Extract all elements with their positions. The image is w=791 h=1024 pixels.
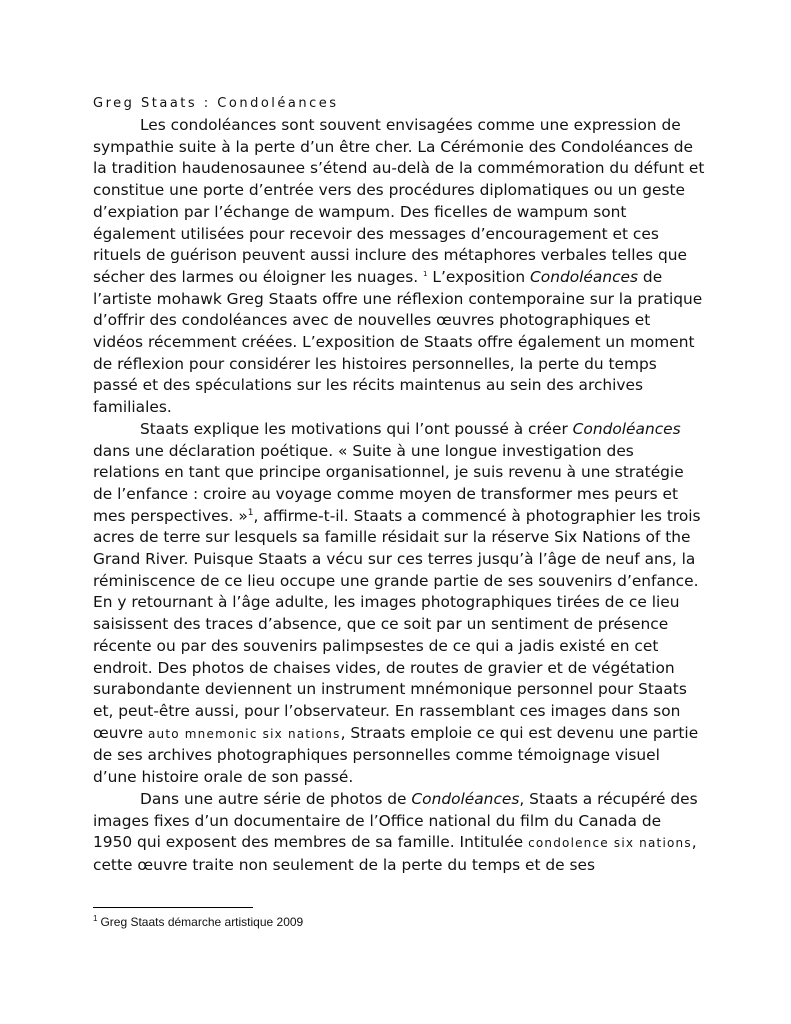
p1-text-b: L’exposition bbox=[427, 267, 531, 286]
p3-text-b: , Staats a récupéré des images fixes d’un documentaire de l’Office national du film du Canada de 1950 qui exposent des membres de sa famille. Intitulée bbox=[93, 789, 698, 852]
p2-text-d: , Straats emploie ce qui est devenu une partie de ses archives photographiques personnelles comme témoignage visuel d’une histoire orale de son passé. bbox=[93, 723, 699, 787]
document-title: Greg Staats : Condoléances bbox=[93, 96, 339, 111]
work-title: auto mnemonic six nations bbox=[147, 726, 341, 741]
body-text bbox=[93, 115, 705, 877]
exhibition-title: Condoléances bbox=[530, 267, 639, 286]
footnote bbox=[93, 914, 303, 929]
exhibition-title: Condoléances bbox=[411, 789, 520, 808]
paragraph-3 bbox=[93, 789, 705, 877]
paragraph-1 bbox=[93, 115, 705, 419]
p2-text-a: Staats explique les motivations qui l’ont poussé à créer bbox=[140, 419, 573, 438]
p1-text-c: de l’artiste mohawk Greg Staats offre une réflexion contemporaine sur la pratique d’offrir des condoléances avec de nouvelles œuvres photographiques et vidéos récemment créées. L’exposition de Staats offre également un moment de réflexion pour considérer les histoires personnelles, la perte du temps passé et des spéculations sur les récits maintenus au sein des archives familiales. bbox=[93, 267, 703, 417]
p1-text-a: Les condoléances sont souvent envisagées comme une expression de sympathie suite à la perte d’un être cher. La Cérémonie des Condoléances de la tradition haudenosaunee s’étend au-delà de la commémoration du défunt et constitue une porte d’entrée vers des procédures diplomatiques ou un geste d’expiation par l’échange de wampum. Des ficelles de wampum sont également utilisées pour recevoir des messages d’encouragement et ces rituels de guérison peuvent aussi inclure des métaphores verbales telles que sécher des larmes ou éloigner les nuages. bbox=[93, 116, 705, 286]
p3-text-c: , cette œuvre traite non seulement de la perte du temps et de ses bbox=[93, 833, 697, 874]
footnote-reference: 1 bbox=[423, 269, 428, 278]
p2-text-c: , affirme-t-il. Staats a commencé à photographier les trois acres de terre sur lesquels sa famille résidait sur la réserve Six Nations of the Grand River. Puisque Staats a vécu sur ces terres jusqu’à l’âge de neuf ans, la réminiscence de ce lieu occupe une grande partie de ses souvenirs d’enfance. En y retournant à l’âge adulte, les images photographiques tirées de ce lieu saisissent des traces d’absence, que ce soit par un sentiment de présence récente ou par des souvenirs palimpsestes de ce qui a jadis existé en cet endroit. Des photos de chaises vides, de routes de gravier et de végétation surabondante deviennent un instrument mnémonique personnel pour Staats et, peut-être aussi, pour l’observateur. En rassemblant ces images dans son œuvre bbox=[93, 506, 701, 742]
footnote-reference: 1 bbox=[247, 507, 254, 518]
footnote-number: 1 bbox=[93, 914, 98, 923]
p3-text-a: Dans une autre série de photos de bbox=[140, 789, 412, 808]
footnote-divider bbox=[93, 907, 253, 908]
footnote-text: Greg Staats démarche artistique 2009 bbox=[100, 915, 304, 929]
paragraph-2 bbox=[93, 419, 705, 789]
exhibition-title: Condoléances bbox=[572, 419, 681, 438]
work-title: condolence six nations bbox=[528, 836, 692, 851]
p2-text-b: dans une déclaration poétique. « Suite à une longue investigation des relations en tant que principe organisationnel, je suis revenu à une stratégie de l’enfance : croire au voyage comme moyen de transformer mes peurs et mes perspectives. » bbox=[93, 441, 684, 525]
